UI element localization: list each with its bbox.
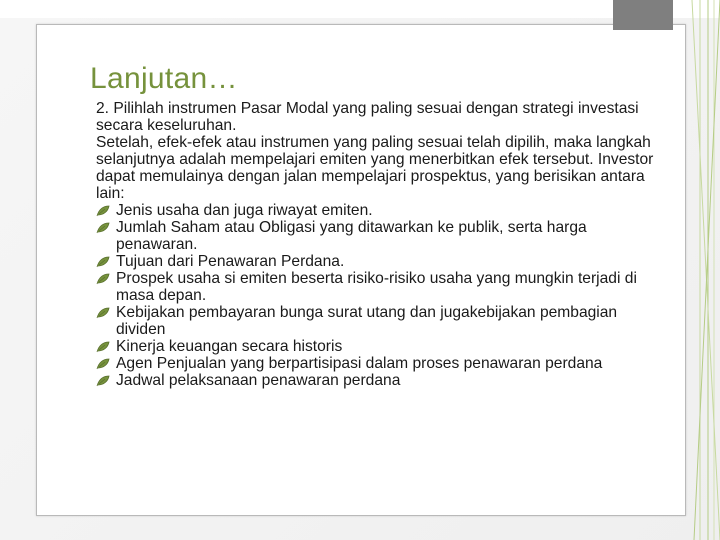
list-item (96, 202, 656, 219)
list-item (96, 253, 656, 270)
leaf-icon (96, 222, 110, 234)
bullet-text: Jadwal pelaksanaan penawaran perdana (116, 372, 401, 389)
decorative-lines (690, 0, 720, 540)
leaf-icon (96, 358, 110, 370)
leaf-icon (96, 205, 110, 217)
bullet-text: Agen Penjualan yang berpartisipasi dalam proses penawaran perdana (116, 355, 603, 372)
leaf-icon (96, 375, 110, 387)
list-item (96, 270, 656, 304)
decorative-square (613, 0, 673, 30)
list-item (96, 338, 656, 355)
intro-body-paragraph: Setelah, efek-efek atau instrumen yang paling sesuai telah dipilih, maka langkah selanjutnya adalah mempelajari emiten yang menerbitkan efek tersebut. Investor dapat memulainya dengan jalan mempelajari prospektus, yang berisikan antara lain: (96, 134, 654, 202)
leaf-icon (96, 341, 110, 353)
leaf-icon (96, 256, 110, 268)
bullet-text: Kinerja keuangan secara historis (116, 338, 343, 355)
bullet-text: Jenis usaha dan juga riwayat emiten. (116, 202, 373, 219)
list-item (96, 304, 656, 338)
bullet-text: Tujuan dari Penawaran Perdana. (116, 253, 345, 270)
list-item (96, 355, 656, 372)
slide-title: Lanjutan… (90, 62, 238, 95)
list-item (96, 219, 656, 253)
intro-bold-paragraph: 2. Pilihlah instrumen Pasar Modal yang paling sesuai dengan strategi investasi secara keseluruhan. (96, 100, 639, 134)
slide-content (96, 100, 656, 389)
leaf-icon (96, 273, 110, 285)
list-item (96, 372, 656, 389)
top-bar (0, 0, 720, 18)
bullet-list (96, 202, 656, 389)
leaf-icon (96, 307, 110, 319)
bullet-text: Prospek usaha si emiten beserta risiko-risiko usaha yang mungkin terjadi di masa depan. (116, 270, 637, 304)
bullet-text: Kebijakan pembayaran bunga surat utang dan jugakebijakan pembagian dividen (116, 304, 618, 338)
bullet-text: Jumlah Saham atau Obligasi yang ditawarkan ke publik, serta harga penawaran. (116, 219, 587, 253)
